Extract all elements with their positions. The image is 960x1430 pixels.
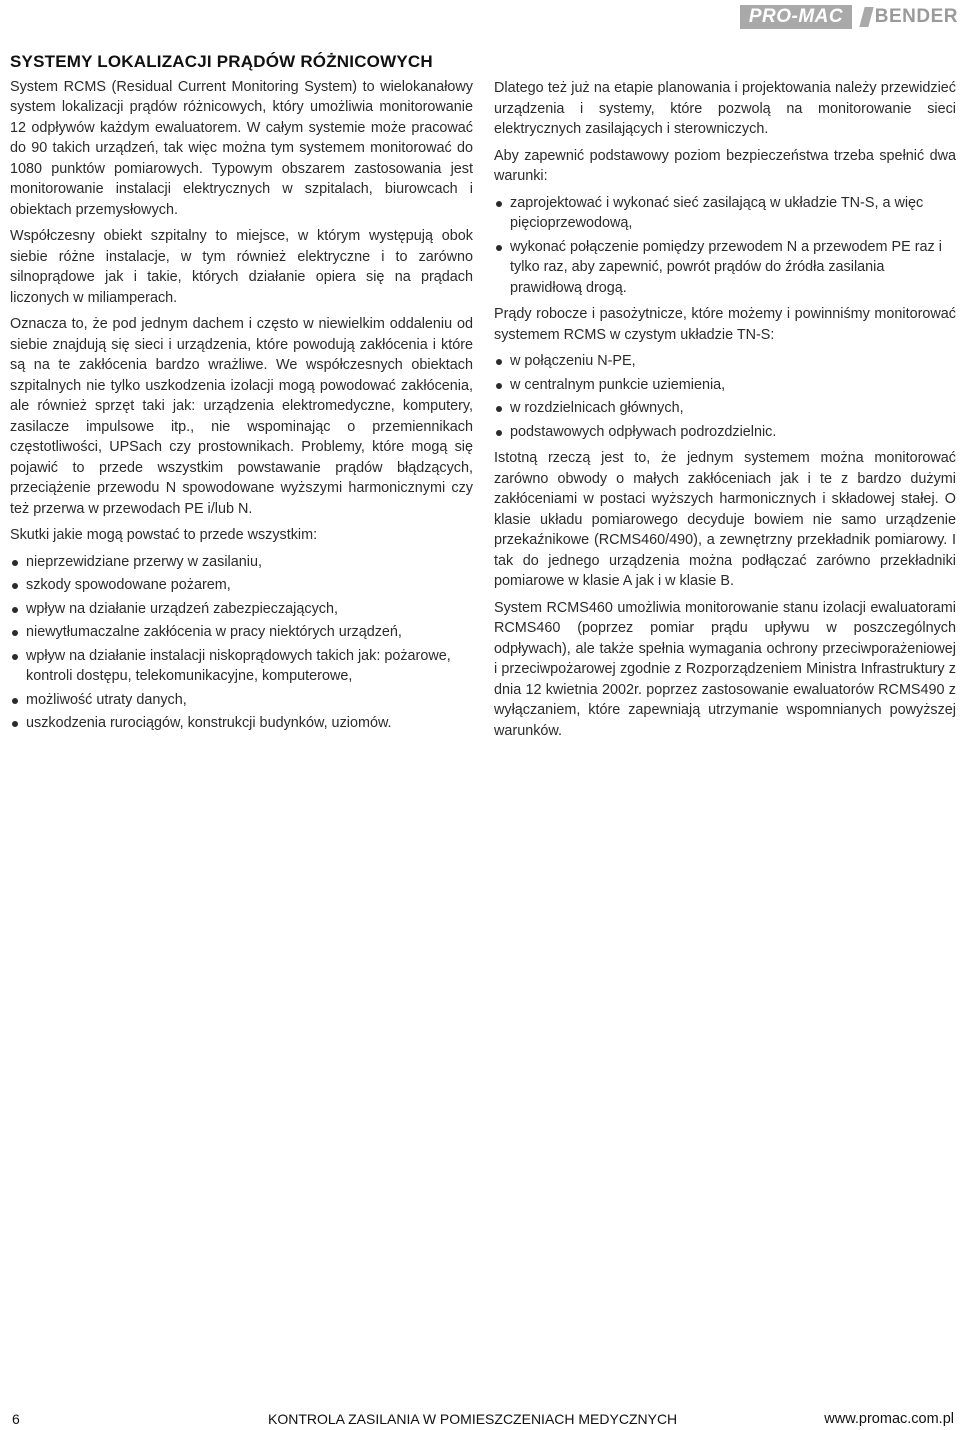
promac-logo-text: PRO-MAC bbox=[748, 6, 844, 27]
right-paragraph-5: System RCMS460 umożliwia monitorowanie stanu izolacji ewaluatorami RCMS460 (poprzez pomiar prądu upływu w poszczególnych odpływach), ale także spełnia wymagania ochrony przeciwporażeniowej i przeciwpożarowej zgodnie z Rozporządzeniem Ministra Infrastruktury z dnia 12 kwietnia 2002r. poprzez zastosowanie ewaluatorów RCMS490 z wyłączaniem, które zapewniają utrzymanie wspomnianych powyższej warunków. bbox=[494, 599, 956, 739]
list-item: możliwość utraty danych, bbox=[10, 690, 473, 711]
right-paragraph-3: Prądy robocze i pasożytnicze, które możemy i powinniśmy monitorować systemem RCMS w czystym układzie TN-S: bbox=[494, 306, 956, 343]
list-item: wpływ na działanie urządzeń zabezpieczających, bbox=[10, 599, 473, 620]
list-item: w rozdzielnicach głównych, bbox=[494, 398, 956, 419]
header-logos bbox=[740, 5, 958, 29]
list-item: wykonać połączenie pomiędzy przewodem N a przewodem PE raz i tylko raz, aby zapewnić, powrót prądów do źródła zasilania prawidłową drogą. bbox=[494, 237, 956, 299]
list-item: w połączeniu N-PE, bbox=[494, 351, 956, 372]
left-paragraph-2: Współczesny obiekt szpitalny to miejsce, w którym występują obok siebie różne instalacje, w tym również elektryczne i to zarówno silnoprądowe jak i takie, których działanie opiera się na prądach liczonych w miliamperach. bbox=[10, 228, 473, 306]
left-paragraph-4: Skutki jakie mogą powstać to przede wszystkim: bbox=[10, 527, 318, 543]
list-item: w centralnym punkcie uziemienia, bbox=[494, 375, 956, 396]
list-item: wpływ na działanie instalacji niskoprądowych takich jak: pożarowe, kontroli dostępu, telekomunikacyjne, komputerowe, bbox=[10, 646, 473, 687]
page-number: 6 bbox=[12, 1411, 20, 1427]
monitoring-points-list bbox=[494, 351, 956, 442]
right-column bbox=[494, 78, 956, 747]
bender-logo-text: BENDER bbox=[874, 6, 958, 27]
effects-list bbox=[10, 552, 473, 734]
list-item: niewytłumaczalne zakłócenia w pracy niektórych urządzeń, bbox=[10, 622, 473, 643]
left-paragraph-1: System RCMS (Residual Current Monitoring System) to wielokanałowy system lokalizacji prądów różnicowych, który umożliwia monitorowanie 12 odpływów każdym ewaluatorem. W całym systemie może pracować do 90 takich urządzeń, tak więc można tym systemem monitorować do 1080 punktów pomiarowych. Typowym obszarem zastosowania jest monitorowanie instalacji elektrycznych w szpitalach, biurowcach i obiektach przemysłowych. bbox=[10, 78, 473, 218]
left-paragraph-3: Oznacza to, że pod jednym dachem i często w niewielkim oddaleniu od siebie znajdują się sieci i urządzenia, które powodują zakłócenia i które są na te zakłócenia bardzo wrażliwe. We współczesnych obiektach szpitalnych nie tylko uszkodzenia izolacji mogą powodować zakłócenia, ale również sprzęt taki jak: urządzenia elektromedyczne, komputery, zasilacze impulsowe itp., nie wspominając o przemiennikach częstotliwości, UPSach czy prostownikach. Problemy, które mogą się pojawić to przede wszystkim powstawanie prądów błądzących, przeciążenie przewodu N spowodowane wyższymi harmonicznymi czy też przerwa w przewodach PE i/lub N. bbox=[10, 316, 473, 517]
list-item: nieprzewidziane przerwy w zasilaniu, bbox=[10, 552, 473, 573]
promac-logo bbox=[740, 5, 852, 29]
footer-title: KONTROLA ZASILANIA W POMIESZCZENIACH MEDYCZNYCH bbox=[268, 1411, 678, 1427]
list-item: zaprojektować i wykonać sieć zasilającą w układzie TN-S, a więc pięcioprzewodową, bbox=[494, 193, 956, 234]
left-column bbox=[10, 52, 473, 740]
list-item: podstawowych odpływach podrozdzielnic. bbox=[494, 422, 956, 443]
section-heading: SYSTEMY LOKALIZACJI PRĄDÓW RÓŻNICOWYCH bbox=[10, 52, 433, 71]
right-paragraph-1: Dlatego też już na etapie planowania i projektowania należy przewidzieć urządzenia i systemy, które pozwolą na monitorowanie sieci elektrycznych zasilających i sterowniczych. bbox=[494, 80, 956, 137]
bender-logo bbox=[862, 5, 958, 29]
right-paragraph-2: Aby zapewnić podstawowy poziom bezpieczeństwa trzeba spełnić dwa warunki: bbox=[494, 147, 956, 184]
right-paragraph-4: Istotną rzeczą jest to, że jednym systemem można monitorować zarówno obwody o małych zakłóceniach jak i te z bardzo dużymi zakłóceniami w postaci wyższych harmonicznych i składowej stałej. O klasie układu pomiarowego decyduje bowiem nie samo urządzenie przekaźnikowe (RCMS460/490), a zewnętrzny przekładnik pomiarowy. I tak do jednego urządzenia można podłączać zarówno przekładniki pomiarowe w klasie A jak i w klasie B. bbox=[494, 450, 956, 589]
list-item: uszkodzenia rurociągów, konstrukcji budynków, uziomów. bbox=[10, 713, 473, 734]
list-item: szkody spowodowane pożarem, bbox=[10, 575, 473, 596]
bender-mark-icon bbox=[859, 7, 873, 27]
footer-url: www.promac.com.pl bbox=[824, 1411, 954, 1427]
conditions-list bbox=[494, 193, 956, 299]
